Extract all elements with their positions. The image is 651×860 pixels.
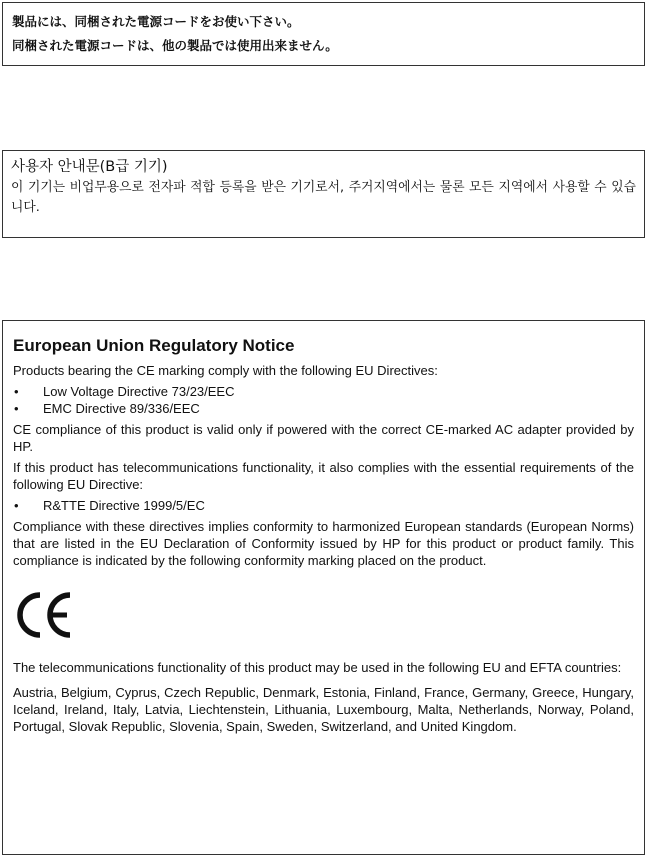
- korea-class-b-notice: [2, 150, 645, 238]
- eu-conformity-text: Compliance with these directives implies conformity to harmonized European standards (European Norms) that are listed in the EU Declaration of Conformity issued by HP for this product or product family. This compliance is indicated by the following conformity marking placed on the product.: [13, 519, 634, 568]
- eu-countries-intro: The telecommunications functionality of this product may be used in the following EU and EFTA countries:: [13, 660, 622, 675]
- eu-directive-item: [13, 383, 634, 400]
- eu-directive-label: Low Voltage Directive 73/23/EEC: [43, 384, 235, 399]
- eu-countries-list: Austria, Belgium, Cyprus, Czech Republic, Denmark, Estonia, Finland, France, Germany, Greece, Hungary, Iceland, Ireland, Italy, Latvia, Liechtenstein, Lithuania, Luxembourg, Malta, Netherlands, Norway, Poland, Portugal, Slovak Republic, Slovenia, Spain, Sweden, Switzerland, and United Kingdom.: [13, 685, 634, 734]
- eu-directives-list: [13, 383, 634, 417]
- eu-directive-item: [13, 400, 634, 417]
- korea-notice-body: 이 기기는 비업무용으로 전자파 적합 등록을 받은 기기로서, 주거지역에서는 물론 모든 지역에서 사용할 수 있습니다.: [11, 180, 636, 215]
- japan-notice-line-2: 同梱された電源コードは、他の製品では使用出来ません。: [12, 38, 338, 53]
- eu-telecom-directive-label: R&TTE Directive 1999/5/EC: [43, 498, 205, 513]
- eu-notice-title: European Union Regulatory Notice: [13, 336, 295, 355]
- eu-adapter-text: CE compliance of this product is valid only if powered with the correct CE-marked AC adapter provided by HP.: [13, 422, 634, 454]
- eu-directive-label: EMC Directive 89/336/EEC: [43, 401, 200, 416]
- japan-power-cord-notice: [2, 2, 645, 66]
- eu-regulatory-notice: [2, 320, 645, 855]
- bullet-icon: •: [14, 384, 19, 399]
- eu-telecom-directive-item: [13, 497, 634, 514]
- eu-telecom-text: If this product has telecommunications functionality, it also complies with the essential requirements of the following EU Directive:: [13, 460, 634, 492]
- korea-notice-title: 사용자 안내문(B급 기기): [11, 159, 168, 175]
- eu-telecom-directives-list: [13, 497, 634, 514]
- eu-notice-intro: Products bearing the CE marking comply with the following EU Directives:: [13, 363, 438, 378]
- bullet-icon: •: [14, 498, 19, 513]
- bullet-icon: •: [14, 401, 19, 416]
- ce-mark-graphic: [14, 589, 76, 641]
- ce-mark-icon: [13, 589, 634, 645]
- japan-notice-line-1: 製品には、同梱された電源コードをお使い下さい。: [12, 14, 300, 29]
